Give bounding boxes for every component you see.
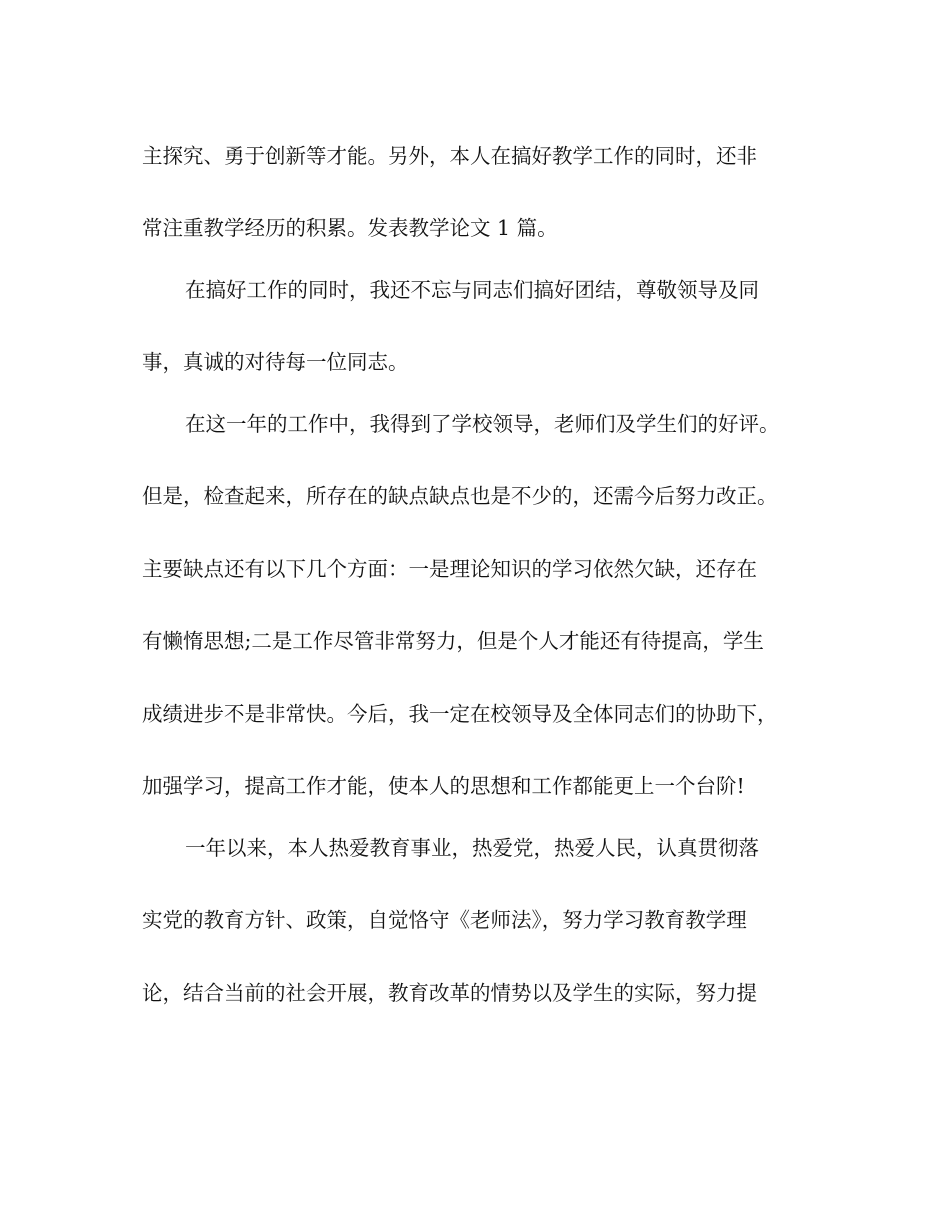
text-line: 有懒惰思想;二是工作尽管非常努力，但是个人才能还有待提高，学生	[142, 629, 764, 653]
text-line: 主要缺点还有以下几个方面：一是理论知识的学习依然欠缺，还存在	[142, 557, 757, 581]
paragraph-start-line: 在这一年的工作中，我得到了学校领导，老师们及学生们的好评。	[185, 412, 780, 436]
text-line: 加强学习，提高工作才能，使本人的思想和工作都能更上一个台阶!	[142, 774, 745, 798]
text-line: 实党的教育方针、政策，自觉恪守《老师法》，努力学习教育教学理	[142, 908, 747, 932]
paragraph-start-line: 一年以来，本人热爱教育事业，热爱党，热爱人民，认真贯彻落	[185, 836, 759, 860]
text-line: 成绩进步不是非常快。今后，我一定在校领导及全体同志们的协助下，	[142, 702, 778, 726]
text-line: 论，结合当前的社会开展，教育改革的情势以及学生的实际，努力提	[142, 981, 757, 1005]
text-line: 但是，检查起来，所存在的缺点缺点也是不少的，还需今后努力改正。	[142, 484, 778, 508]
paragraph-start-line: 在搞好工作的同时，我还不忘与同志们搞好团结，尊敬领导及同	[185, 278, 759, 302]
text-line: 常注重教学经历的积累。发表教学论文 1 篇。	[142, 216, 558, 240]
text-line: 主探究、勇于创新等才能。另外，本人在搞好教学工作的同时，还非	[142, 144, 757, 168]
text-line: 事，真诚的对待每一位同志。	[142, 350, 409, 374]
